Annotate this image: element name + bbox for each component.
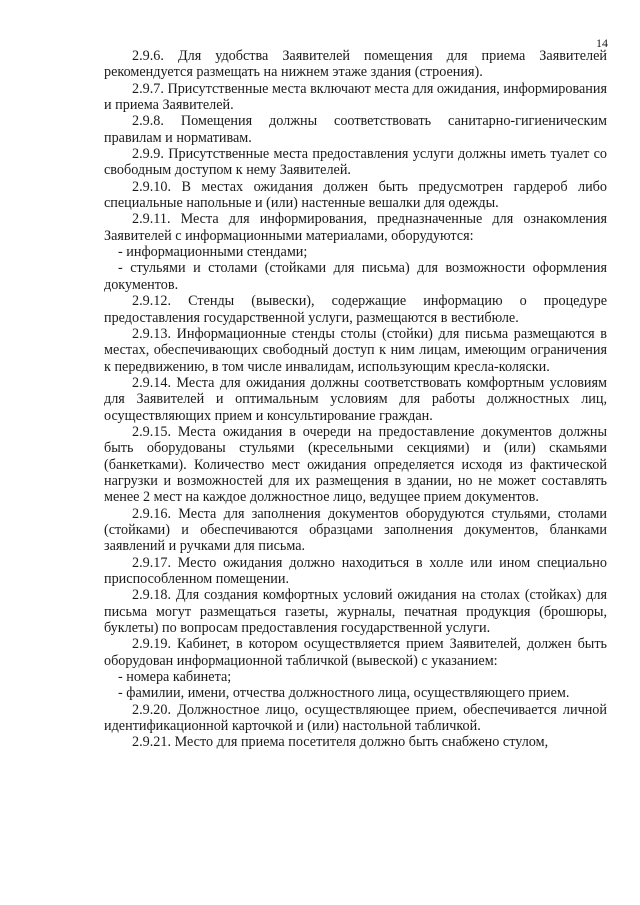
paragraph-2-9-6: 2.9.6. Для удобства Заявителей помещения для приема Заявителей рекомендуется размещать на нижнем этаже здания (строения). xyxy=(104,48,607,81)
list-item: - фамилии, имени, отчества должностного лица, осуществляющего прием. xyxy=(118,685,570,702)
paragraph-2-9-7: 2.9.7. Присутственные места включают места для ожидания, информирования и приема Заявителей. xyxy=(104,80,608,114)
paragraph-2-9-14: 2.9.14. Места для ожидания должны соответствовать комфортным условиям для Заявителей и оптимальным условиям для работы должностных лиц, осуществляющих прием и консультирование граждан. xyxy=(104,374,607,424)
paragraph-2-9-15: 2.9.15. Места ожидания в очереди на предоставление документов должны быть оборудованы стульями (кресельными секциями) и (или) скамьями (банкетками). Количество мест ожидания определяется исходя из фактической нагрузки и возможностей для их размещения в здании, но не может составлять менее 2 мест на каждое должностное лицо, ведущее прием документов. xyxy=(104,423,607,506)
paragraph-2-9-20: 2.9.20. Должностное лицо, осуществляющее прием, обеспечивается личной идентификационной карточкой и (или) настольной табличкой. xyxy=(104,701,607,735)
paragraph-2-9-10: 2.9.10. В местах ожидания должен быть предусмотрен гардероб либо специальные напольные и (или) настенные вешалки для одежды. xyxy=(104,178,607,212)
list-item: - информационными стендами; xyxy=(118,244,308,261)
paragraph-2-9-12: 2.9.12. Стенды (вывески), содержащие информацию о процедуре предоставления государственной услуги, размещаются в вестибюле. xyxy=(104,293,607,326)
paragraph-2-9-18: 2.9.18. Для создания комфортных условий ожидания на столах (стойках) для письма могут размещаться газеты, журналы, печатная продукция (брошюры, буклеты) по вопросам предоставления государственной услуги. xyxy=(104,587,607,637)
paragraph-2-9-9: 2.9.9. Присутственные места предоставления услуги должны иметь туалет со свободным доступом к нему Заявителей. xyxy=(104,146,607,179)
paragraph-2-9-11: 2.9.11. Места для информирования, предназначенные для ознакомления Заявителей с информационными материалами, оборудуются: xyxy=(104,211,607,244)
paragraph-2-9-16: 2.9.16. Места для заполнения документов оборудуются стульями, столами (стойками) и обеспечиваются образцами заполнения документов, бланками заявлений и ручками для письма. xyxy=(104,505,607,555)
paragraph-2-9-13: 2.9.13. Информационные стенды столы (стойки) для письма размещаются в местах, обеспечивающих свободный доступ к ним лицам, имеющим ограничения к передвижению, в том числе инвалидам, использующим кресла-коляски. xyxy=(104,325,607,375)
list-item: - стульями и столами (стойками для письма) для возможности оформления документов. xyxy=(104,260,607,293)
list-item: - номера кабинета; xyxy=(118,669,232,686)
document-body xyxy=(104,48,607,751)
paragraph-2-9-21: 2.9.21. Место для приема посетителя должно быть снабжено стулом, xyxy=(132,734,549,751)
paragraph-2-9-19: 2.9.19. Кабинет, в котором осуществляется прием Заявителей, должен быть оборудован информационной табличкой (вывеской) с указанием: xyxy=(104,636,607,669)
paragraph-2-9-17: 2.9.17. Место ожидания должно находиться в холле или ином специально приспособленном помещении. xyxy=(104,554,607,587)
paragraph-2-9-8: 2.9.8. Помещения должны соответствовать санитарно-гигиеническим правилам и нормативам. xyxy=(104,113,607,146)
page-number: 14 xyxy=(596,36,608,50)
